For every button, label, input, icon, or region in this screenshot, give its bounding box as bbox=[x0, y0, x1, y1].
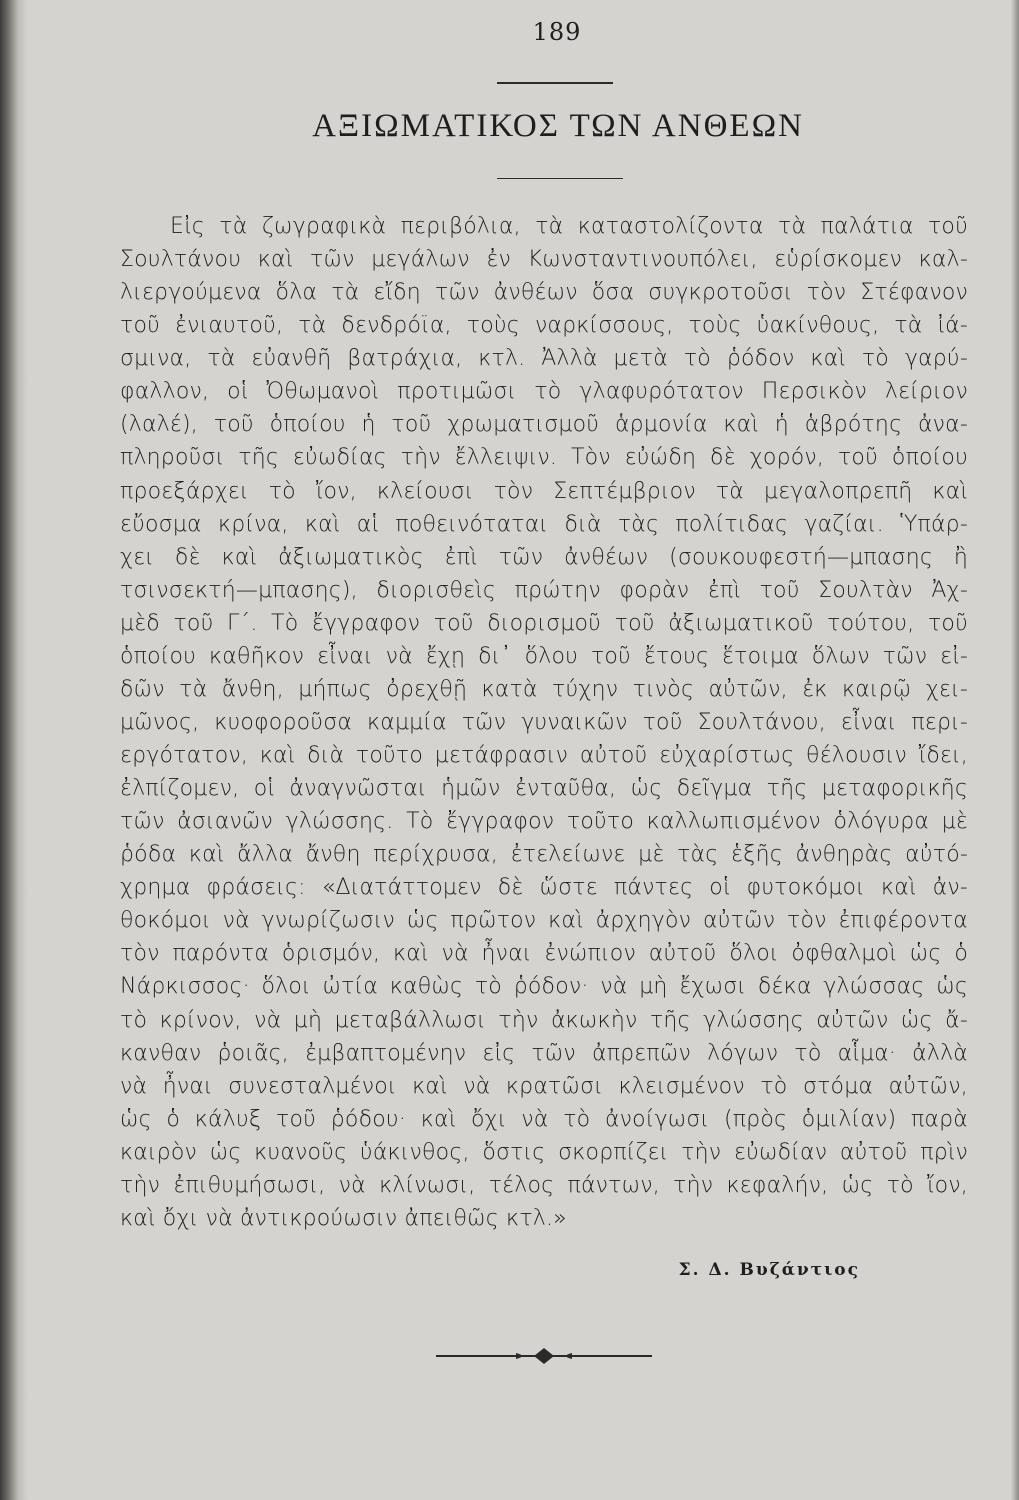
author-signature: Σ. Δ. Βυζάντιος bbox=[678, 1260, 860, 1280]
text-line: καὶ ὄχι νὰ ἀντικρούωσιν ἀπειθῶς κτλ.» bbox=[120, 1205, 567, 1231]
text-line: ἐλπίζομεν, οἱ ἀναγνῶσται ἡμῶν ἐνταῦθα, ὡς δεῖγμα τῆς μεταφορικῆς bbox=[120, 776, 968, 802]
text-line: σμινα, τὰ εὐανθῆ βατράχια, κτλ. Ἀλλὰ μετὰ τὸ ῥόδον καὶ τὸ γαρύ- bbox=[120, 346, 968, 372]
page-number: 189 bbox=[532, 18, 582, 46]
text-line: (λαλέ), τοῦ ὁποίου ἡ τοῦ χρωματισμοῦ ἁρμονία καὶ ἡ ἁβρότης ἀνα- bbox=[120, 412, 968, 438]
text-line: πληροῦσι τῆς εὐωδίας τὴν ἔλλειψιν. Τὸν εὐώδη δὲ χορόν, τοῦ ὁποίου bbox=[120, 445, 968, 471]
text-line: τοῦ ἐνιαυτοῦ, τὰ δενδρόϊα, τοὺς ναρκίσσους, τοὺς ὑακίνθους, τὰ ἰά- bbox=[120, 313, 968, 339]
text-line: θοκόμοι νὰ γνωρίζωσιν ὡς πρῶτον καὶ ἀρχηγὸν αὐτῶν τὸν ἐπιφέροντα bbox=[120, 908, 968, 934]
text-line: καιρὸν ὡς κυανοῦς ὑάκινθος, ὅστις σκορπίζει τὴν εὐωδίαν αὐτοῦ πρὶν bbox=[120, 1139, 968, 1165]
text-line: δῶν τὰ ἄνθη, μήπως ὀρεχθῇ κατὰ τύχην τινὸς αὐτῶν, ἐκ καιρῷ χει- bbox=[120, 676, 968, 702]
text-line: κανθαν ῥοιᾶς, ἐμβαπτομένην εἰς τῶν ἀπρεπῶν λόγων τὸ αἷμα· ἀλλὰ bbox=[120, 1040, 968, 1066]
text-line: εὔοσμα κρίνα, καὶ αἱ ποθεινόταται διὰ τὰς πολίτιδας γαζίαι. Ὑπάρ- bbox=[120, 511, 968, 537]
page-number-underline bbox=[497, 82, 613, 84]
text-line: προεξάρχει τὸ ἴον, κλείουσι τὸν Σεπτέμβριον τὰ μεγαλοπρεπῆ καὶ bbox=[120, 478, 968, 504]
end-ornament bbox=[436, 1346, 652, 1366]
article-body bbox=[120, 210, 968, 1235]
text-line: μὲδ τοῦ Γ΄. Τὸ ἔγγραφον τοῦ διορισμοῦ τοῦ ἀξιωματικοῦ τούτου, τοῦ bbox=[120, 610, 968, 636]
text-line: Εἰς τὰ ζωγραφικὰ περιβόλια, τὰ καταστολίζοντα τὰ παλάτια τοῦ bbox=[170, 214, 968, 239]
text-line: ὡς ὁ κάλυξ τοῦ ῥόδου· καὶ ὄχι νὰ τὸ ἀνοίγωσι (πρὸς ὁμιλίαν) παρὰ bbox=[120, 1106, 968, 1132]
text-line: μῶνος, κυοφοροῦσα καμμία τῶν γυναικῶν τοῦ Σουλτάνου, εἶναι περι- bbox=[120, 709, 968, 735]
text-line: τὸ κρίνον, νὰ μὴ μεταβάλλωσι τὴν ἀκωκὴν τῆς γλώσσης αὐτῶν ὡς ἄ- bbox=[120, 1007, 968, 1033]
text-line: τσινσεκτή—μπασης), διορισθεὶς πρώτην φορὰν ἐπὶ τοῦ Σουλτὰν Ἀχ- bbox=[120, 577, 968, 603]
text-line: τὴν ἐπιθυμήσωσι, νὰ κλίνωσι, τέλος πάντων, τὴν κεφαλήν, ὡς τὸ ἴον, bbox=[120, 1172, 968, 1198]
text-line: φαλλον, οἱ Ὀθωμανοὶ προτιμῶσι τὸ γλαφυρότατον Περσικὸν λείριον bbox=[120, 379, 968, 405]
text-line: χει δὲ καὶ ἀξιωματικὸς ἐπὶ τῶν ἀνθέων (σουκουφεστή—μπασης ἢ bbox=[120, 544, 968, 570]
book-spine-shadow bbox=[0, 0, 28, 1500]
text-line: χρημα φράσεις: «Διατάττομεν δὲ ὥστε πάντες οἱ φυτοκόμοι καὶ ἀν- bbox=[120, 875, 968, 901]
text-line: ὁποίου καθῆκον εἶναι νὰ ἔχῃ δι᾽ ὅλου τοῦ ἔτους ἕτοιμα ὅλων τῶν εἰ- bbox=[120, 643, 968, 669]
title-divider bbox=[497, 178, 623, 179]
page-edge-shadow bbox=[1011, 0, 1019, 1500]
text-line: τῶν ἀσιανῶν γλώσσης. Τὸ ἔγγραφον τοῦτο καλλωπισμένον ὁλόγυρα μὲ bbox=[120, 809, 968, 835]
text-line: Νάρκισσος· ὅλοι ὠτία καθὼς τὸ ῥόδον· νὰ μὴ ἔχωσι δέκα γλώσσας ὡς bbox=[120, 974, 968, 1000]
text-line: λιεργούμενα ὅλα τὰ εἴδη τῶν ἀνθέων ὅσα συγκροτοῦσι τὸν Στέφανον bbox=[120, 280, 968, 306]
article-title: ΑΞΙΩΜΑΤΙΚΟΣ ΤΩΝ ΑΝΘΕΩΝ bbox=[312, 108, 804, 144]
text-line: νὰ ἦναι συνεσταλμένοι καὶ νὰ κρατῶσι κλεισμένον τὸ στόμα αὐτῶν, bbox=[120, 1073, 968, 1099]
text-line: τὸν παρόντα ὁρισμόν, καὶ νὰ ἦναι ἐνώπιον αὐτοῦ ὅλοι ὀφθαλμοὶ ὡς ὁ bbox=[120, 941, 968, 967]
text-line: ῥόδα καὶ ἄλλα ἄνθη περίχρυσα, ἐτελείωνε μὲ τὰς ἑξῆς ἀνθηρὰς αὐτό- bbox=[120, 842, 968, 868]
text-line: εργότατον, καὶ διὰ τοῦτο μετάφρασιν αὐτοῦ εὐχαρίστως θέλουσιν ἴδει, bbox=[120, 743, 968, 768]
text-line: Σουλτάνου καὶ τῶν μεγάλων ἐν Κωνσταντινουπόλει, εὑρίσκομεν καλ- bbox=[120, 247, 968, 273]
